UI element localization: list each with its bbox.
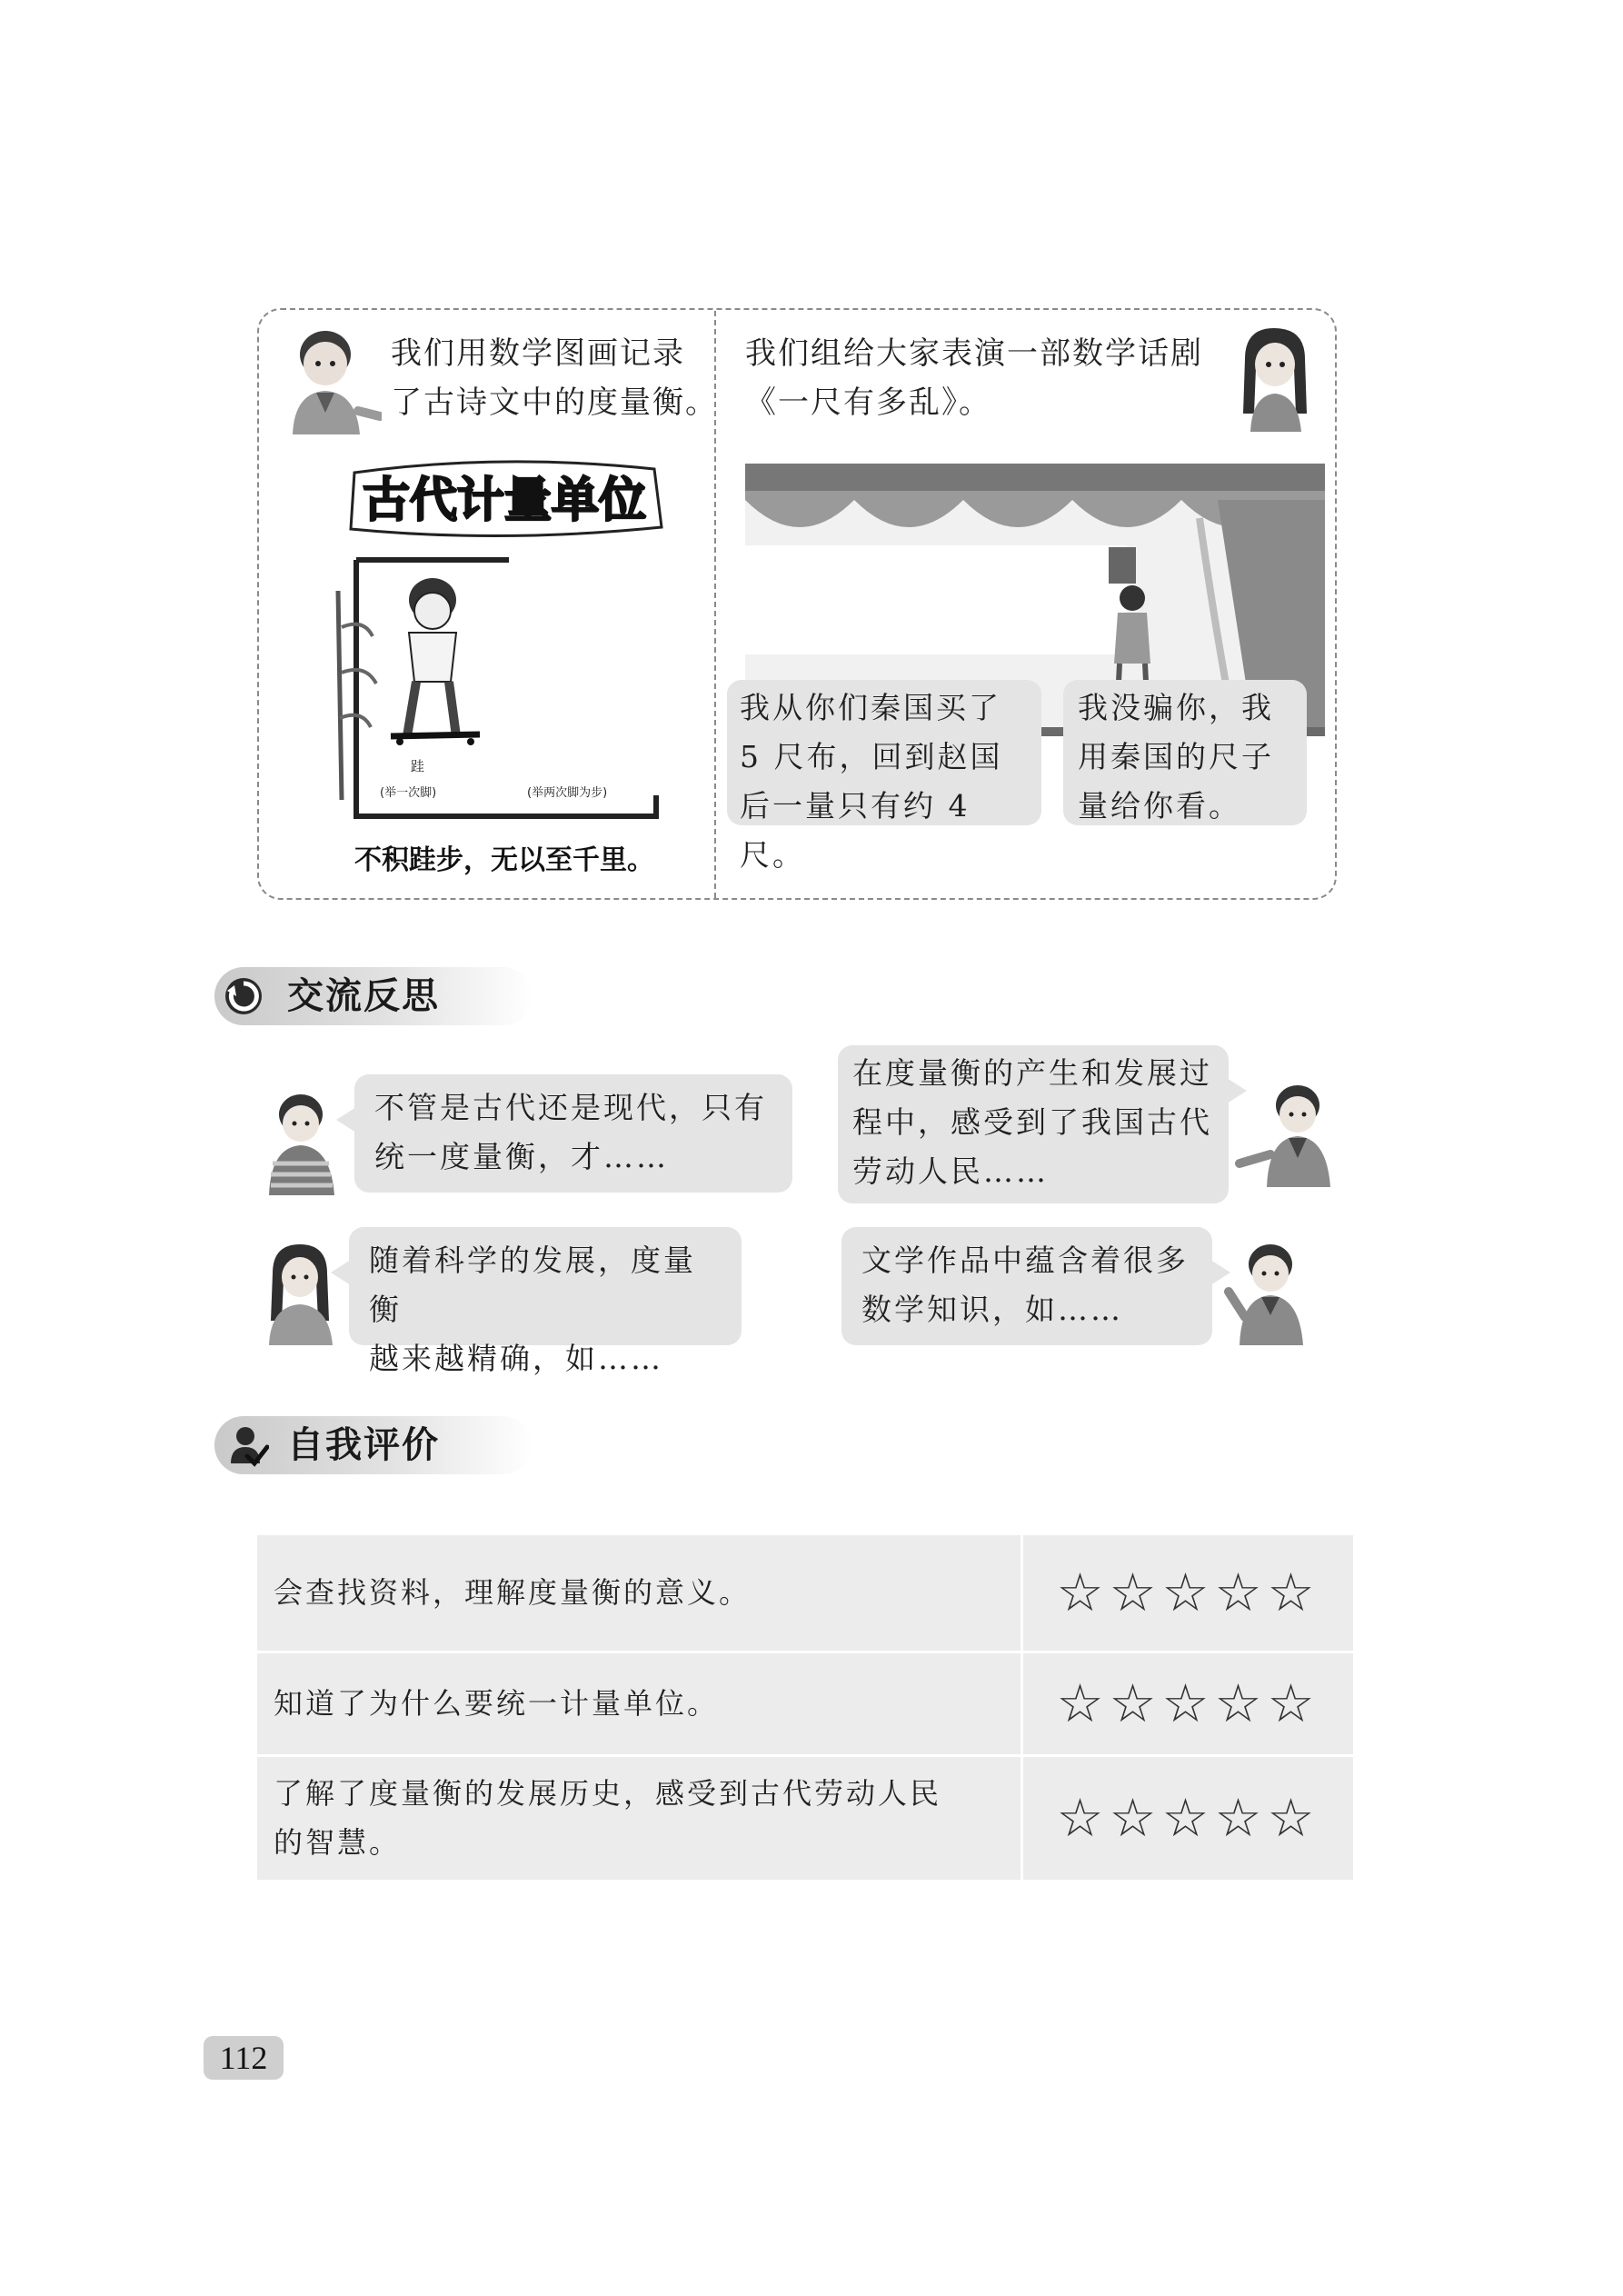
speech-bubble-line: 程中，感受到了我国古代 [852, 1104, 1212, 1140]
speech-bubble-3 [349, 1227, 742, 1376]
speech-bubble-line: 劳动人民…… [852, 1153, 1049, 1189]
right-caption-line: 《一尺有多乱》。 [745, 384, 991, 421]
speech-bubble-line: 文学作品中蕴含着很多 [861, 1243, 1189, 1278]
table-row [257, 1535, 1353, 1652]
star-rating[interactable]: ☆☆☆☆☆ [1022, 1652, 1354, 1755]
stage-bubble-right-line: 我没骗你，我 [1078, 690, 1274, 725]
speech-bubble-2 [838, 1045, 1229, 1203]
poster-label-gui: 跬 [411, 758, 425, 774]
boy-pointing-icon [1234, 1082, 1339, 1187]
left-caption-line: 了古诗文中的度量衡。 [391, 384, 718, 421]
boy-waving-icon [1223, 1241, 1314, 1345]
poster-title: 古代计量单位 [362, 474, 647, 528]
refresh-cycle-icon [224, 976, 264, 1016]
self-eval-table [257, 1535, 1353, 1882]
right-caption-line: 我们组给大家表演一部数学话剧 [745, 335, 1203, 372]
speech-bubble-line: 统一度量衡，才…… [374, 1139, 669, 1174]
left-caption [391, 329, 718, 427]
stage-bubble-right [1063, 680, 1307, 825]
stage-bubble-right-line: 用秦国的尺子 [1078, 739, 1274, 774]
person-check-icon [227, 1423, 269, 1469]
poster-label-one-foot: (举一次脚) [380, 786, 437, 800]
reflect-section-header [214, 967, 533, 1025]
reflect-title: 交流反思 [287, 975, 440, 1017]
self-eval-title: 自我评价 [287, 1424, 440, 1466]
page-number: 112 [204, 2036, 284, 2080]
right-caption [745, 329, 1203, 427]
table-row [257, 1652, 1353, 1755]
eval-item-line: 知道了为什么要统一计量单位。 [274, 1686, 720, 1721]
eval-item [257, 1652, 1022, 1755]
boy-avatar-icon [264, 1091, 338, 1195]
speech-bubble-line: 越来越精确，如…… [369, 1341, 663, 1376]
girl-avatar-icon [264, 1241, 336, 1345]
speech-bubble-line: 在度量衡的产生和发展过 [852, 1055, 1212, 1091]
self-eval-section-header [214, 1416, 533, 1474]
stage-bubble-right-line: 量给你看。 [1078, 788, 1241, 824]
stage-bubble-left-line: 后一量只有约 4 尺。 [740, 788, 971, 873]
speech-bubble-line: 不管是古代还是现代，只有 [374, 1090, 767, 1125]
speech-bubble-line: 随着科学的发展，度量衡 [369, 1243, 696, 1327]
speech-bubble-1 [354, 1074, 792, 1193]
star-rating[interactable]: ☆☆☆☆☆ [1022, 1755, 1354, 1881]
stage-bubble-left-line: 5 尺布，回到赵国 [740, 739, 1003, 774]
boy-pointing-icon [282, 327, 382, 436]
stage-bubble-left-line: 我从你们秦国买了 [740, 690, 1001, 725]
eval-item-line: 了解了度量衡的发展历史，感受到古代劳动人民 [274, 1776, 942, 1811]
stage-bubble-left [727, 680, 1041, 873]
table-row [257, 1755, 1353, 1881]
speech-bubble-4 [841, 1227, 1212, 1345]
eval-item [257, 1755, 1022, 1881]
girl-avatar-icon [1232, 323, 1319, 432]
eval-item [257, 1535, 1022, 1652]
speech-bubble-line: 数学知识，如…… [861, 1292, 1123, 1327]
eval-item-line: 会查找资料，理解度量衡的意义。 [274, 1575, 752, 1611]
left-caption-line: 我们用数学图画记录 [391, 335, 685, 372]
poster-caption: 不积跬步，无以至千里。 [354, 844, 654, 876]
star-rating[interactable]: ☆☆☆☆☆ [1022, 1535, 1354, 1652]
eval-item-line: 的智慧。 [274, 1825, 402, 1860]
poster-label-two-feet: (举两次脚为步) [527, 786, 608, 800]
poster-illustration [318, 445, 682, 891]
